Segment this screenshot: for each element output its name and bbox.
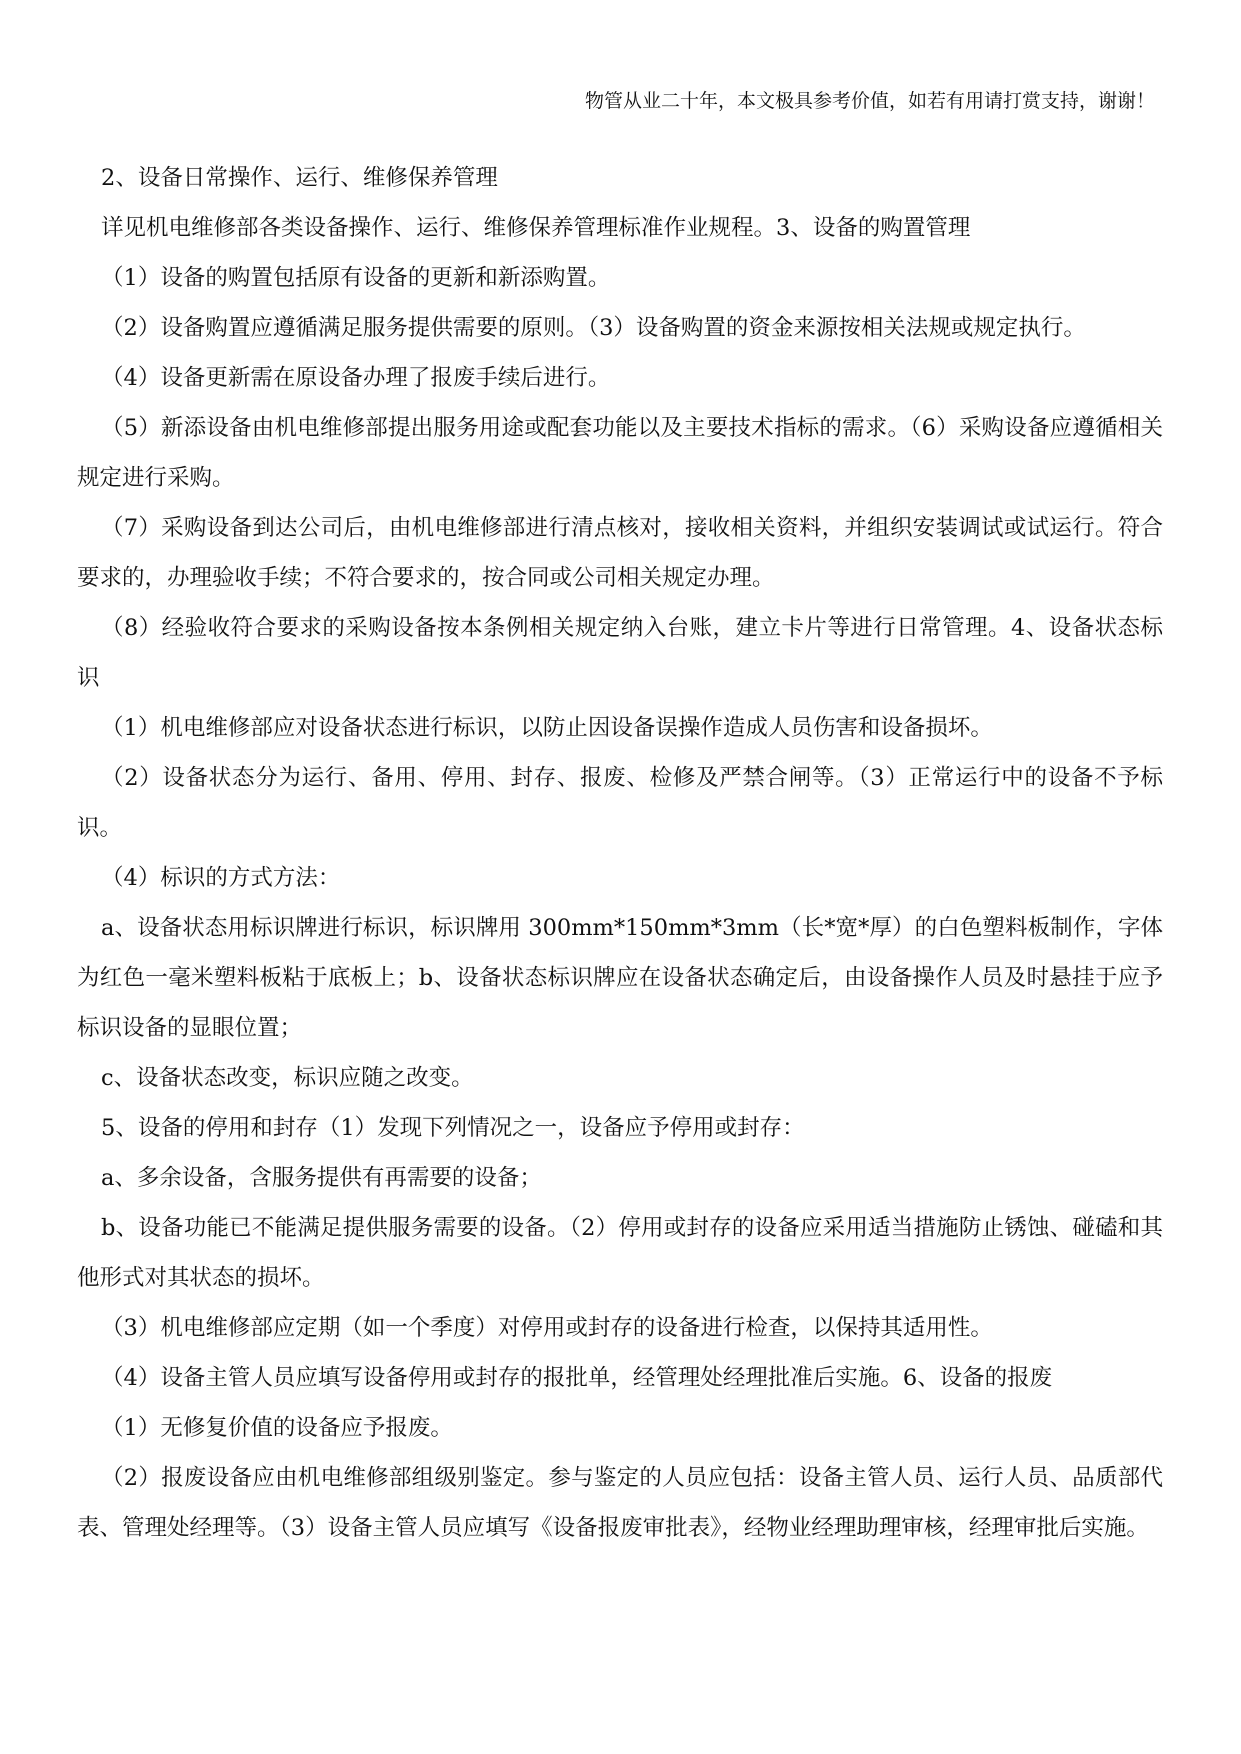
- paragraph-8: （8）经验收符合要求的采购设备按本条例相关规定纳入台账，建立卡片等进行日常管理。4、设备状态标识: [77, 615, 1163, 691]
- header-note: 物管从业二十年，本文极具参考价值，如若有用请打赏支持，谢谢！: [584, 90, 1155, 112]
- paragraph-9: （1）机电维修部应对设备状态进行标识，以防止因设备误操作造成人员伤害和设备损坏。: [101, 715, 993, 741]
- paragraph-5: （4）设备更新需在原设备办理了报废手续后进行。: [101, 365, 611, 391]
- paragraph-6: （5）新添设备由机电维修部提出服务用途或配套功能以及主要技术指标的需求。（6）采购设备应遵循相关规定进行采购。: [77, 415, 1163, 491]
- paragraph-18: （4）设备主管人员应填写设备停用或封存的报批单，经管理处经理批准后实施。6、设备的报废: [101, 1365, 1053, 1391]
- paragraph-10: （2）设备状态分为运行、备用、停用、封存、报废、检修及严禁合闸等。（3）正常运行中的设备不予标识。: [77, 765, 1163, 841]
- paragraph-11: （4）标识的方式方法：: [101, 865, 341, 891]
- paragraph-16: b、设备功能已不能满足提供服务需要的设备。（2）停用或封存的设备应采用适当措施防止锈蚀、碰磕和其他形式对其状态的损坏。: [77, 1215, 1163, 1291]
- paragraph-2: 详见机电维修部各类设备操作、运行、维修保养管理标准作业规程。3、设备的购置管理: [101, 215, 971, 241]
- paragraph-13: c、设备状态改变，标识应随之改变。: [101, 1065, 474, 1091]
- paragraph-4: （2）设备购置应遵循满足服务提供需要的原则。（3）设备购置的资金来源按相关法规或规定执行。: [101, 315, 1086, 341]
- paragraph-15: a、多余设备，含服务提供有再需要的设备；: [101, 1165, 542, 1191]
- paragraph-19: （1）无修复价值的设备应予报废。: [101, 1415, 453, 1441]
- paragraph-17: （3）机电维修部应定期（如一个季度）对停用或封存的设备进行检查，以保持其适用性。: [101, 1315, 993, 1341]
- paragraph-12: a、设备状态用标识牌进行标识，标识牌用 300mm*150mm*3mm（长*宽*厚）的白色塑料板制作，字体为红色一毫米塑料板粘于底板上；b、设备状态标识牌应在设备状态确定后，由设备操作人员及时悬挂于应予标识设备的显眼位置；: [77, 915, 1163, 1041]
- paragraph-1: 2、设备日常操作、运行、维修保养管理: [101, 165, 498, 191]
- paragraph-3: （1）设备的购置包括原有设备的更新和新添购置。: [101, 265, 611, 291]
- paragraph-20: （2）报废设备应由机电维修部组级别鉴定。参与鉴定的人员应包括：设备主管人员、运行人员、品质部代表、管理处经理等。（3）设备主管人员应填写《设备报废审批表》，经物业经理助理审核，经理审批后实施。: [77, 1465, 1163, 1541]
- paragraph-14: 5、设备的停用和封存（1）发现下列情况之一，设备应予停用或封存：: [101, 1115, 805, 1141]
- document-body: [77, 153, 1163, 1553]
- paragraph-7: （7）采购设备到达公司后，由机电维修部进行清点核对，接收相关资料，并组织安装调试或试运行。符合要求的，办理验收手续；不符合要求的，按合同或公司相关规定办理。: [77, 515, 1163, 591]
